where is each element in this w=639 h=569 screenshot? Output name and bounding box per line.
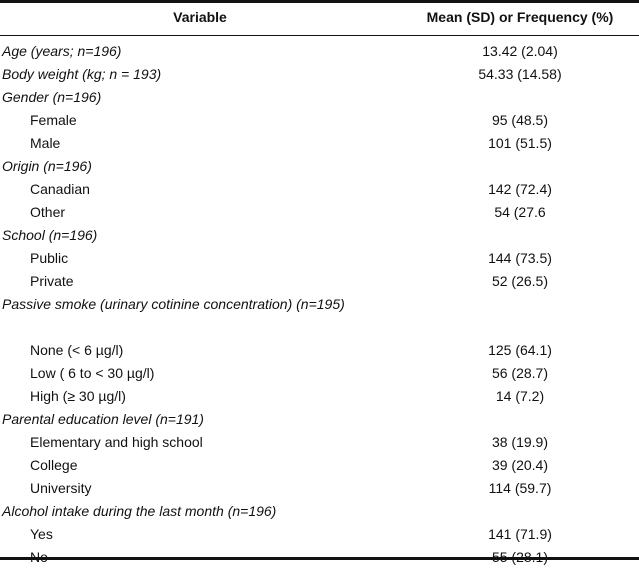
row-value: 141 (71.9) bbox=[488, 526, 552, 542]
row-value: 39 (20.4) bbox=[491, 457, 549, 473]
row-sublabel: Elementary and high school bbox=[30, 434, 203, 450]
table-row bbox=[0, 500, 639, 523]
variable-column-header: Variable bbox=[173, 9, 227, 25]
row-sublabel: Private bbox=[30, 273, 74, 289]
table-bottom-rule bbox=[0, 557, 639, 560]
table-row bbox=[0, 362, 639, 385]
row-category-label: Passive smoke (urinary cotinine concentration) (n=195) bbox=[2, 296, 345, 312]
table-row bbox=[0, 63, 639, 86]
row-value: 114 (59.7) bbox=[488, 480, 552, 496]
row-value: 14 (7.2) bbox=[495, 388, 545, 404]
row-sublabel: Canadian bbox=[30, 181, 90, 197]
row-value: 13.42 (2.04) bbox=[482, 43, 558, 59]
row-value: 144 (73.5) bbox=[488, 250, 552, 266]
table-row bbox=[0, 40, 639, 63]
row-value: 125 (64.1) bbox=[488, 342, 552, 358]
row-sublabel: Yes bbox=[30, 526, 53, 542]
row-category-label: Gender (n=196) bbox=[2, 89, 102, 105]
row-value: 101 (51.5) bbox=[488, 135, 552, 151]
table-top-rule bbox=[0, 0, 639, 3]
row-sublabel: High (≥ 30 µg/l) bbox=[30, 388, 126, 404]
row-value: 54 (27.6 bbox=[494, 204, 546, 220]
row-value: 38 (19.9) bbox=[491, 434, 549, 450]
row-value: 54.33 (14.58) bbox=[478, 66, 562, 82]
table-row bbox=[0, 431, 639, 454]
table-row bbox=[0, 477, 639, 500]
stat-column-header: Mean (SD) or Frequency (%) bbox=[426, 9, 614, 25]
row-sublabel: None (< 6 µg/l) bbox=[30, 342, 124, 358]
table-body bbox=[0, 40, 639, 569]
table-row bbox=[0, 109, 639, 132]
row-value: 95 (48.5) bbox=[491, 112, 549, 128]
table-row bbox=[0, 454, 639, 477]
row-category-label: Alcohol intake during the last month (n=196) bbox=[2, 503, 277, 519]
table-header-rule bbox=[0, 35, 639, 36]
row-category-label: Parental education level (n=191) bbox=[2, 411, 204, 427]
table-row bbox=[0, 86, 639, 109]
row-sublabel: Public bbox=[30, 250, 69, 266]
row-category-label: Age (years; n=196) bbox=[2, 43, 122, 59]
table-row bbox=[0, 178, 639, 201]
row-sublabel: University bbox=[30, 480, 92, 496]
row-sublabel: Female bbox=[30, 112, 77, 128]
table-row bbox=[0, 132, 639, 155]
row-category-label: Origin (n=196) bbox=[2, 158, 92, 174]
table-row bbox=[0, 201, 639, 224]
row-value: 142 (72.4) bbox=[488, 181, 552, 197]
table-row bbox=[0, 155, 639, 178]
table-row bbox=[0, 247, 639, 270]
table-row bbox=[0, 224, 639, 247]
table-row bbox=[0, 339, 639, 362]
table-row bbox=[0, 385, 639, 408]
row-value: 56 (28.7) bbox=[491, 365, 549, 381]
row-sublabel: College bbox=[30, 457, 78, 473]
row-sublabel: Male bbox=[30, 135, 61, 151]
table-row bbox=[0, 293, 639, 339]
row-sublabel: Other bbox=[30, 204, 66, 220]
table-row bbox=[0, 408, 639, 431]
table-row bbox=[0, 523, 639, 546]
row-category-label: School (n=196) bbox=[2, 227, 98, 243]
row-value: 52 (26.5) bbox=[491, 273, 549, 289]
row-category-label: Body weight (kg; n = 193) bbox=[2, 66, 162, 82]
row-sublabel: Low ( 6 to < 30 µg/l) bbox=[30, 365, 155, 381]
table-row bbox=[0, 270, 639, 293]
